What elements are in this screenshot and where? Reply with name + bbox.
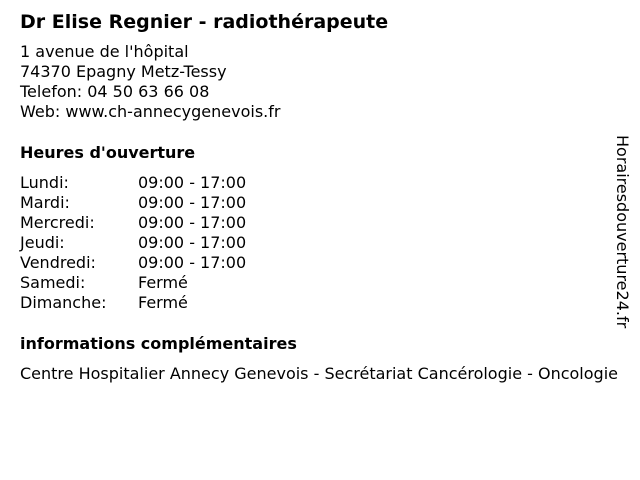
hours-day: Vendredi: xyxy=(20,253,96,272)
hours-row-monday xyxy=(20,173,630,193)
additional-info-heading: informations complémentaires xyxy=(20,334,297,353)
hours-value: Fermé xyxy=(138,273,188,292)
street-address: 1 avenue de l'hôpital xyxy=(20,42,189,61)
opening-hours-table xyxy=(20,173,630,313)
site-brand-watermark: Horairesdouverture24.fr xyxy=(613,135,632,329)
hours-value: 09:00 - 17:00 xyxy=(138,253,247,272)
hours-value: 09:00 - 17:00 xyxy=(138,193,247,212)
hours-value: 09:00 - 17:00 xyxy=(138,213,247,232)
website-link[interactable]: Web: www.ch-annecygenevois.fr xyxy=(20,102,281,121)
hours-value: Fermé xyxy=(138,293,188,312)
additional-info-text: Centre Hospitalier Annecy Genevois - Secrétariat Cancérologie - Oncologie xyxy=(20,364,618,383)
hours-row-wednesday xyxy=(20,213,630,233)
phone-number: Telefon: 04 50 63 66 08 xyxy=(20,82,210,101)
hours-day: Lundi: xyxy=(20,173,69,192)
hours-day: Mercredi: xyxy=(20,213,95,232)
city-address: 74370 Epagny Metz-Tessy xyxy=(20,62,227,81)
business-card xyxy=(20,10,630,384)
hours-row-saturday xyxy=(20,273,630,293)
page-title: Dr Elise Regnier - radiothérapeute xyxy=(20,11,389,33)
hours-row-sunday xyxy=(20,293,630,313)
hours-value: 09:00 - 17:00 xyxy=(138,173,247,192)
hours-day: Dimanche: xyxy=(20,293,107,312)
hours-value: 09:00 - 17:00 xyxy=(138,233,247,252)
hours-row-tuesday xyxy=(20,193,630,213)
address-block xyxy=(20,42,630,122)
hours-row-thursday xyxy=(20,233,630,253)
hours-row-friday xyxy=(20,253,630,273)
hours-day: Samedi: xyxy=(20,273,86,292)
opening-hours-heading: Heures d'ouverture xyxy=(20,143,196,162)
hours-day: Jeudi: xyxy=(20,233,65,252)
hours-day: Mardi: xyxy=(20,193,70,212)
